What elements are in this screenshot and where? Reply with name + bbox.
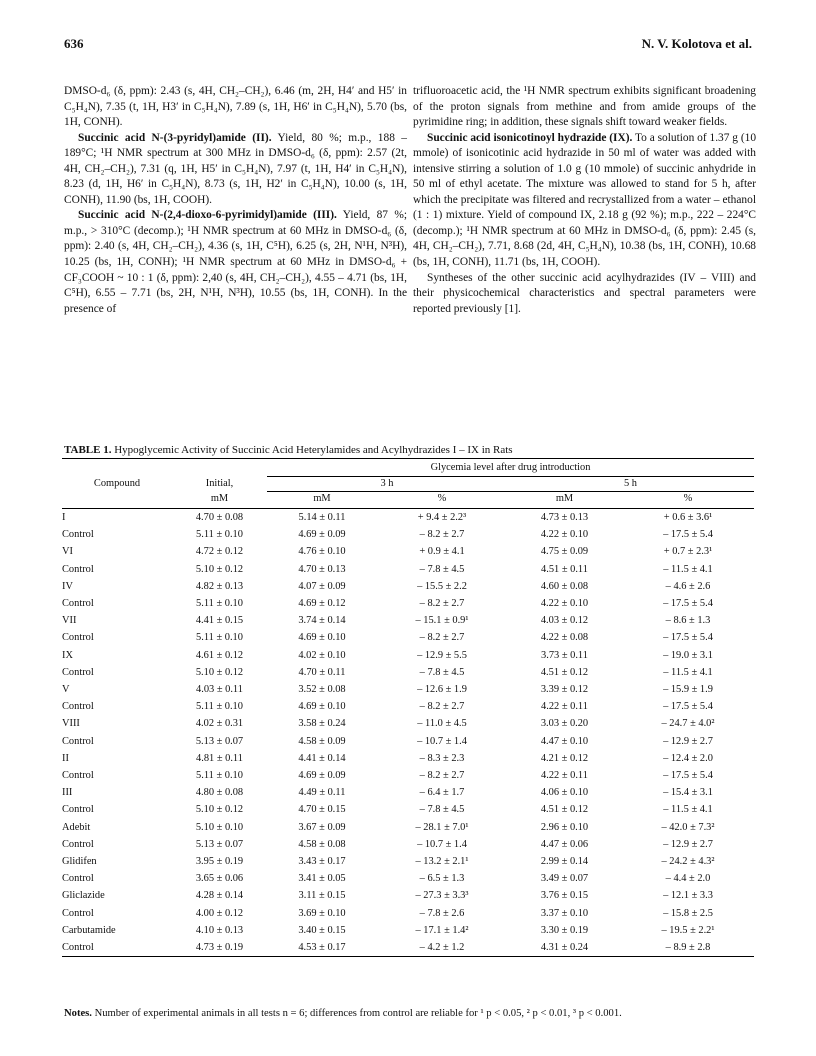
value-cell: – 28.1 ± 7.0¹ <box>415 821 469 833</box>
value-cell: 5.11 ± 0.10 <box>196 598 243 610</box>
compound-cell: Control <box>62 563 94 575</box>
column-header-5h: 5 h <box>507 477 754 492</box>
value-cell: 3.40 ± 0.15 <box>298 924 346 936</box>
value-cell: – 4.6 ± 2.6 <box>665 580 711 592</box>
hypoglycemic-activity-table <box>62 458 754 957</box>
value-cell: 5.11 ± 0.10 <box>196 770 243 782</box>
value-cell: 3.58 ± 0.24 <box>298 718 346 730</box>
compound-cell: Control <box>62 907 94 919</box>
table-row <box>62 578 754 595</box>
value-cell: + 0.7 ± 2.3¹ <box>663 546 713 558</box>
compound-cell: IX <box>62 649 73 661</box>
value-cell: 5.13 ± 0.07 <box>195 838 244 850</box>
value-cell: 4.51 ± 0.12 <box>540 804 589 816</box>
page-number: 636 <box>64 36 84 51</box>
compound-cell: III <box>62 787 73 799</box>
compound-cell: Control <box>62 632 94 644</box>
value-cell: 5.10 ± 0.12 <box>195 563 244 575</box>
table-row <box>62 647 754 664</box>
table-row <box>62 698 754 715</box>
value-cell: 4.73 ± 0.13 <box>540 512 589 523</box>
value-cell: 4.70 ± 0.13 <box>298 563 346 575</box>
value-cell: – 15.1 ± 0.9¹ <box>415 615 469 627</box>
column-header-3h-pct: % <box>377 492 507 509</box>
value-cell: 4.60 ± 0.08 <box>540 580 589 592</box>
value-cell: – 11.5 ± 4.1 <box>663 563 713 575</box>
value-cell: – 8.6 ± 1.3 <box>665 615 711 627</box>
value-cell: – 12.4 ± 2.0 <box>663 752 713 764</box>
value-cell: 4.49 ± 0.11 <box>298 787 346 799</box>
value-cell: 4.58 ± 0.09 <box>298 735 346 747</box>
value-cell: – 10.7 ± 1.4 <box>417 838 467 850</box>
compound-cell: Control <box>62 735 94 747</box>
value-cell: – 19.0 ± 3.1 <box>663 649 713 661</box>
compound-cell: Gliclazide <box>62 890 105 902</box>
compound-cell: VIII <box>62 718 80 730</box>
value-cell: 3.52 ± 0.08 <box>298 684 346 696</box>
value-cell: 2.99 ± 0.14 <box>540 856 589 868</box>
paragraph: Syntheses of the other succinic acid acylhydrazides (IV – VIII) and their physicochemical characteristics and spectral parameters were reported previously [1]. <box>413 271 756 315</box>
compound-cell: II <box>62 752 69 764</box>
value-cell: – 11.5 ± 4.1 <box>663 804 713 816</box>
column-header-5h-mm: mM <box>507 492 622 509</box>
value-cell: 4.00 ± 0.12 <box>195 907 244 919</box>
value-cell: – 8.2 ± 2.7 <box>419 632 465 644</box>
value-cell: 4.47 ± 0.10 <box>540 735 589 747</box>
table-row <box>62 733 754 750</box>
value-cell: – 8.2 ± 2.7 <box>419 701 465 713</box>
compound-cell: Control <box>62 666 94 678</box>
compound-cell: V <box>62 684 70 696</box>
value-cell: 4.69 ± 0.12 <box>298 598 346 610</box>
value-cell: 5.13 ± 0.07 <box>195 735 244 747</box>
value-cell: 3.41 ± 0.05 <box>298 873 346 885</box>
table-row <box>62 922 754 939</box>
paragraph: trifluoroacetic acid, the ¹H NMR spectrum exhibits significant broadening of the proton signals from methine and from amide groups of the pyrimidine ring; in addition, these signals shift toward weaker fields. <box>413 85 756 129</box>
compound-cell: VII <box>62 615 77 627</box>
value-cell: – 12.9 ± 2.7 <box>663 735 713 747</box>
value-cell: 2.96 ± 0.10 <box>540 821 589 833</box>
compound-cell: Control <box>62 770 94 782</box>
value-cell: 4.69 ± 0.10 <box>298 701 346 713</box>
value-cell: – 15.9 ± 1.9 <box>663 684 713 696</box>
value-cell: – 12.9 ± 5.5 <box>417 649 467 661</box>
value-cell: – 17.1 ± 1.4² <box>415 924 469 936</box>
compound-cell: Glidifen <box>62 856 97 868</box>
column-header-compound: Compound <box>62 459 172 492</box>
compound-cell: Adebit <box>62 821 91 833</box>
value-cell: 3.37 ± 0.10 <box>540 907 589 919</box>
value-cell: 4.73 ± 0.19 <box>172 939 267 957</box>
value-cell: – 19.5 ± 2.2¹ <box>661 924 715 936</box>
value-cell: 3.49 ± 0.07 <box>540 873 589 885</box>
value-cell: – 8.3 ± 2.3 <box>419 752 465 764</box>
value-cell: – 10.7 ± 1.4 <box>417 735 467 747</box>
table-row <box>62 939 754 957</box>
column-header-3h: 3 h <box>267 477 507 492</box>
value-cell: 5.10 ± 0.12 <box>195 666 244 678</box>
value-cell: – 17.5 ± 5.4 <box>663 632 713 644</box>
value-cell: – 12.9 ± 2.7 <box>663 838 713 850</box>
compound-cell: Control <box>62 939 172 957</box>
value-cell: 4.06 ± 0.10 <box>540 787 589 799</box>
value-cell: – 8.2 ± 2.7 <box>419 770 465 782</box>
table-row <box>62 715 754 732</box>
compound-cell: IV <box>62 580 73 592</box>
value-cell: – 6.5 ± 1.3 <box>419 873 465 885</box>
value-cell: – 4.4 ± 2.0 <box>665 873 711 885</box>
value-cell: – 11.5 ± 4.1 <box>663 666 713 678</box>
compound-cell: Control <box>62 873 94 885</box>
page-header <box>64 36 752 56</box>
table-row <box>62 784 754 801</box>
value-cell: + 0.6 ± 3.6¹ <box>663 512 713 523</box>
table-row <box>62 767 754 784</box>
value-cell: 4.22 ± 0.11 <box>541 701 588 713</box>
table-row <box>62 801 754 818</box>
table-row <box>62 819 754 836</box>
column-header-initial: Initial, <box>205 478 234 489</box>
table-row <box>62 612 754 629</box>
value-cell: 3.67 ± 0.09 <box>298 821 346 833</box>
value-cell: 4.58 ± 0.08 <box>298 838 346 850</box>
value-cell: 4.22 ± 0.11 <box>541 770 588 782</box>
table-row <box>62 681 754 698</box>
compound-cell: VI <box>62 546 73 558</box>
value-cell: 5.11 ± 0.10 <box>196 632 243 644</box>
table-row <box>62 629 754 646</box>
table-body <box>62 509 754 957</box>
table-row <box>62 887 754 904</box>
table-row <box>62 750 754 767</box>
table-notes: Notes. Number of experimental animals in all tests n = 6; differences from control are reliable for ¹ p < 0.05, ² p < 0.01, ³ p < 0.001. <box>64 1008 622 1019</box>
value-cell: 4.61 ± 0.12 <box>195 649 244 661</box>
column-header-5h-pct: % <box>622 492 754 509</box>
value-cell: 4.07 ± 0.09 <box>298 580 346 592</box>
value-cell: – 17.5 ± 5.4 <box>663 529 713 541</box>
value-cell: 4.41 ± 0.15 <box>195 615 244 627</box>
value-cell: – 7.8 ± 4.5 <box>419 563 465 575</box>
value-cell: 3.76 ± 0.15 <box>540 890 589 902</box>
table-row <box>62 595 754 612</box>
value-cell: 5.11 ± 0.10 <box>196 529 243 541</box>
value-cell: 4.82 ± 0.13 <box>195 580 244 592</box>
value-cell: 4.22 ± 0.10 <box>540 529 589 541</box>
value-cell: 4.81 ± 0.11 <box>196 752 243 764</box>
value-cell: 4.53 ± 0.17 <box>267 939 377 957</box>
value-cell: 3.39 ± 0.12 <box>540 684 589 696</box>
value-cell: 4.80 ± 0.08 <box>195 787 244 799</box>
value-cell: 3.43 ± 0.17 <box>298 856 346 868</box>
left-column <box>64 84 407 317</box>
paragraph: DMSO-d₆ (δ, ppm): 2.43 (s, 4H, CH₂–CH₂), 6.46 (m, 2H, H4′ and H5′ in C₅H₄N), 7.35 (t, 1H, H3′ in C₅H₄N), 7.89 (s, 1H, H6′ in C₅H₄N), 5.70 (bs, 1H, CONH). <box>64 85 407 129</box>
value-cell: – 7.8 ± 2.6 <box>419 907 465 919</box>
compound-cell: Control <box>62 701 94 713</box>
value-cell: 4.51 ± 0.12 <box>540 666 589 678</box>
value-cell: 4.69 ± 0.09 <box>298 529 346 541</box>
value-cell: 4.69 ± 0.10 <box>298 632 346 644</box>
value-cell: – 17.5 ± 5.4 <box>663 598 713 610</box>
paragraph: Succinic acid N-(3-pyridyl)amide (II). Yield, 80 %; m.p., 188 – 189°C; ¹H NMR spectrum at 300 MHz in DMSO-d₆ (δ, ppm): 2.57 (2t, 4H, CH₂–CH₂), 7.31 (q, 1H, H5′ in C₅H₄N), 7.97 (t, 1H, H4′ in C₅H₄N), 8.23 (d, 1H, H6′ in C₅H₄N), 8.73 (s, 1H, H2′ in C₅H₄N), 10.00 (s, 1H, CONH), 11.90 (bs, 1H, COOH). <box>64 131 407 206</box>
value-cell: 5.11 ± 0.10 <box>196 701 243 713</box>
value-cell: 4.02 ± 0.31 <box>195 718 244 730</box>
value-cell: 4.72 ± 0.12 <box>195 546 244 558</box>
value-cell: 4.47 ± 0.06 <box>540 838 589 850</box>
value-cell: – 8.2 ± 2.7 <box>419 598 465 610</box>
table-row <box>62 561 754 578</box>
value-cell: 4.03 ± 0.12 <box>540 615 589 627</box>
table-row <box>62 664 754 681</box>
value-cell: – 27.3 ± 3.3³ <box>415 890 469 902</box>
value-cell: – 24.7 ± 4.0² <box>661 718 715 730</box>
value-cell: 4.28 ± 0.14 <box>195 890 244 902</box>
value-cell: – 17.5 ± 5.4 <box>663 701 713 713</box>
table-row <box>62 836 754 853</box>
value-cell: 3.73 ± 0.11 <box>541 649 588 661</box>
compound-cell: Carbutamide <box>62 924 116 936</box>
value-cell: 4.31 ± 0.24 <box>507 939 622 957</box>
compound-cell: Control <box>62 804 94 816</box>
table-row <box>62 853 754 870</box>
value-cell: – 13.2 ± 2.1¹ <box>415 856 469 868</box>
value-cell: + 9.4 ± 2.2³ <box>417 512 467 523</box>
table-row <box>62 870 754 887</box>
value-cell: 4.22 ± 0.08 <box>540 632 589 644</box>
value-cell: 5.10 ± 0.10 <box>195 821 244 833</box>
value-cell: – 4.2 ± 1.2 <box>377 939 507 957</box>
value-cell: 3.95 ± 0.19 <box>195 856 244 868</box>
running-head-authors: N. V. Kolotova et al. <box>641 36 752 51</box>
value-cell: 3.11 ± 0.15 <box>298 890 346 902</box>
value-cell: – 8.2 ± 2.7 <box>419 529 465 541</box>
value-cell: 5.10 ± 0.12 <box>195 804 244 816</box>
value-cell: + 0.9 ± 4.1 <box>419 546 465 558</box>
value-cell: 4.02 ± 0.10 <box>298 649 346 661</box>
value-cell: 4.70 ± 0.11 <box>298 666 346 678</box>
value-cell: – 12.6 ± 1.9 <box>417 684 467 696</box>
value-cell: – 15.8 ± 2.5 <box>663 907 713 919</box>
compound-cell: Control <box>62 838 94 850</box>
value-cell: 3.74 ± 0.14 <box>298 615 346 627</box>
table-row <box>62 905 754 922</box>
value-cell: – 24.2 ± 4.3² <box>661 856 715 868</box>
value-cell: 4.51 ± 0.11 <box>541 563 588 575</box>
column-header-initial-unit: mM <box>172 492 267 509</box>
value-cell: 4.75 ± 0.09 <box>540 546 589 558</box>
table-row <box>62 543 754 560</box>
compound-cell: Control <box>62 598 94 610</box>
table-row <box>62 526 754 543</box>
value-cell: 4.41 ± 0.14 <box>298 752 346 764</box>
table-row <box>62 509 754 527</box>
compound-cell: I <box>62 512 66 523</box>
value-cell: 4.10 ± 0.13 <box>195 924 244 936</box>
value-cell: 4.76 ± 0.10 <box>298 546 346 558</box>
value-cell: – 7.8 ± 4.5 <box>419 804 465 816</box>
paragraph: Succinic acid isonicotinoyl hydrazide (IX). To a solution of 1.37 g (10 mmole) of isonicotinic acid hydrazide in 50 ml of water was added with intensive stirring a solution of 1.0 g (10 mmole) of succinic anhydride in 50 ml of ethyl acetate. The mixture was allowed to stand for 5 h, after which the precipitate was filtered and recrystallized from a water – ethanol (1 : 1) mixture. Yield of compound IX, 2.18 g (92 %); m.p., 222 – 224°C (decomp.); ¹H NMR spectrum at 60 MHz in DMSO-d₆ (δ, ppm): 2.45 (s, 4H, CH₂–CH₂), 7.71, 8.68 (2d, 4H, C₅H₄N), 10.38 (bs, 1H, CONH), 10.68 (bs, 1H, CONH), 11.71 (bs, 1H, COOH). <box>413 131 757 269</box>
value-cell: – 11.0 ± 4.5 <box>417 718 467 730</box>
value-cell: – 8.9 ± 2.8 <box>622 939 754 957</box>
value-cell: 4.21 ± 0.12 <box>540 752 589 764</box>
value-cell: – 12.1 ± 3.3 <box>663 890 713 902</box>
column-header-3h-mm: mM <box>267 492 377 509</box>
value-cell: 4.70 ± 0.08 <box>195 512 244 523</box>
value-cell: 3.69 ± 0.10 <box>298 907 346 919</box>
value-cell: 4.22 ± 0.10 <box>540 598 589 610</box>
value-cell: 4.70 ± 0.15 <box>298 804 346 816</box>
table-caption: TABLE 1. Hypoglycemic Activity of Succinic Acid Heterylamides and Acylhydrazides I – IX in Rats <box>64 444 513 456</box>
value-cell: 4.03 ± 0.11 <box>196 684 243 696</box>
value-cell: – 15.4 ± 3.1 <box>663 787 713 799</box>
paragraph: Succinic acid N-(2,4-dioxo-6-pyrimidyl)amide (III). Yield, 87 %; m.p., > 310°C (decomp.); ¹H NMR spectrum at 60 MHz in DMSO-d₆ (δ, ppm): 2.40 (s, 4H, CH₂–CH₂), 4.36 (s, 1H, C⁵H), 6.25 (s, 2H, N¹H, N³H), 10.25 (bs, 1H, CONH); ¹H NMR spectrum at 60 MHz in DMSO-d₆ + CF₃COOH ~ 10 : 1 (δ, ppm): 2,40 (s, 4H, CH₂–CH₂), 4.55 – 4.71 (bs, 1H, C⁵H), 6.55 – 7.71 (bs, 2H, N¹H, N³H), 10.55 (bs, 1H, CONH). In the presence of <box>64 209 407 315</box>
value-cell: – 6.4 ± 1.7 <box>419 787 465 799</box>
compound-cell: Control <box>62 529 94 541</box>
value-cell: – 15.5 ± 2.2 <box>417 580 467 592</box>
value-cell: 3.03 ± 0.20 <box>540 718 589 730</box>
value-cell: 3.30 ± 0.19 <box>540 924 589 936</box>
value-cell: – 7.8 ± 4.5 <box>419 666 465 678</box>
right-column <box>413 84 756 317</box>
value-cell: – 17.5 ± 5.4 <box>663 770 713 782</box>
value-cell: – 42.0 ± 7.3² <box>661 821 715 833</box>
column-header-glycemia: Glycemia level after drug introduction <box>267 459 754 477</box>
value-cell: 5.14 ± 0.11 <box>298 512 346 523</box>
value-cell: 3.65 ± 0.06 <box>195 873 244 885</box>
value-cell: 4.69 ± 0.09 <box>298 770 346 782</box>
